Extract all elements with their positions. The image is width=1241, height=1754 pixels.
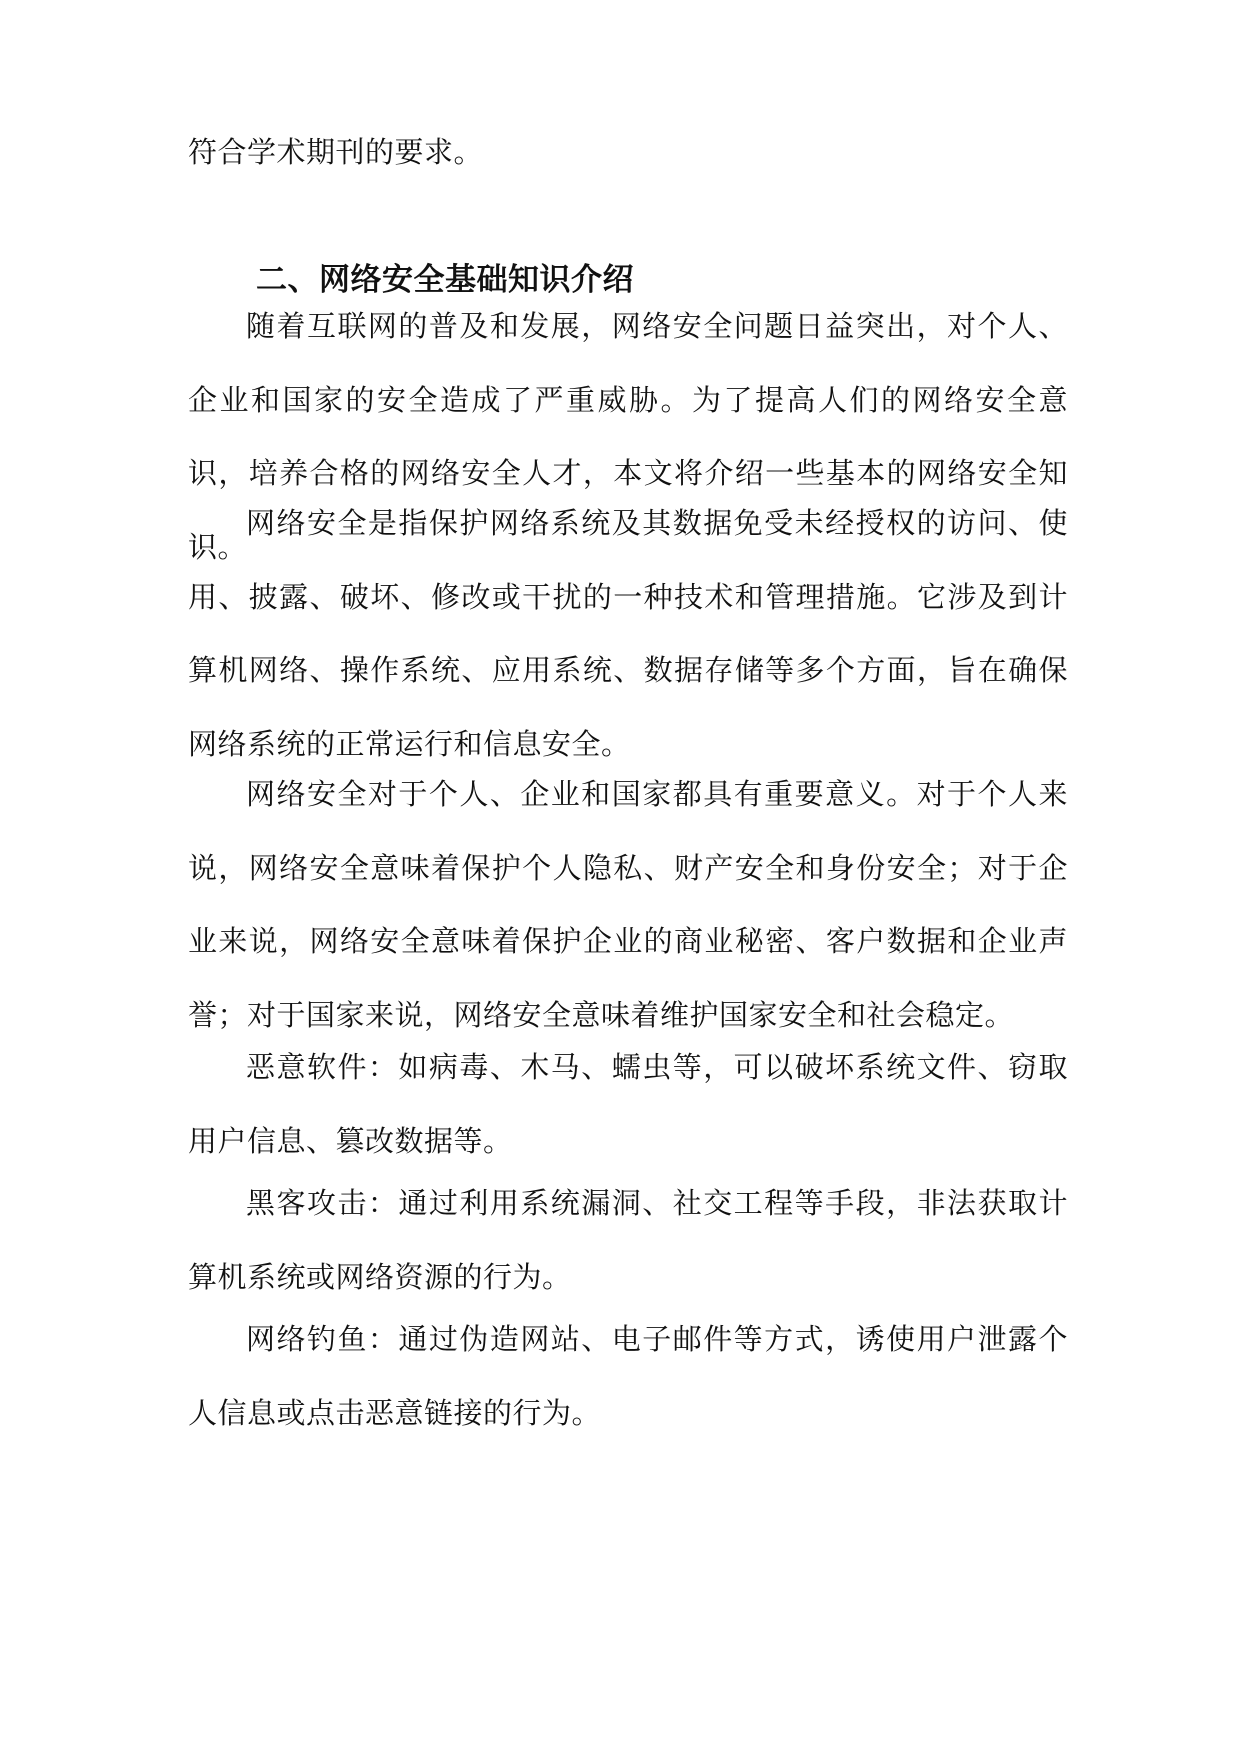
section-heading: 二、网络安全基础知识介绍: [256, 262, 634, 298]
continuation-text: 符合学术期刊的要求。: [188, 135, 484, 169]
paragraph-malware: 恶意软件：如病毒、木马、蠕虫等，可以破坏系统文件、窃取用户信息、篡改数据等。: [188, 1050, 1068, 1158]
paragraph-definition: 网络安全是指保护网络系统及其数据免受未经授权的访问、使用、披露、破坏、修改或干扰的一种技术和管理措施。它涉及到计算机网络、操作系统、应用系统、数据存储等多个方面，旨在确保网络系统的正常运行和信息安全。: [188, 506, 1068, 761]
paragraph-phishing: 网络钓鱼：通过伪造网站、电子邮件等方式，诱使用户泄露个人信息或点击恶意链接的行为。: [188, 1322, 1068, 1430]
paragraph-hacker-attack: 黑客攻击：通过利用系统漏洞、社交工程等手段，非法获取计算机系统或网络资源的行为。: [188, 1186, 1068, 1294]
paragraph-intro: 随着互联网的普及和发展，网络安全问题日益突出，对个人、企业和国家的安全造成了严重威胁。为了提高人们的网络安全意识，培养合格的网络安全人才，本文将介绍一些基本的网络安全知识。: [188, 309, 1068, 564]
paragraph-importance: 网络安全对于个人、企业和国家都具有重要意义。对于个人来说，网络安全意味着保护个人隐私、财产安全和身份安全；对于企业来说，网络安全意味着保护企业的商业秘密、客户数据和企业声誉；对于国家来说，网络安全意味着维护国家安全和社会稳定。: [188, 777, 1068, 1032]
